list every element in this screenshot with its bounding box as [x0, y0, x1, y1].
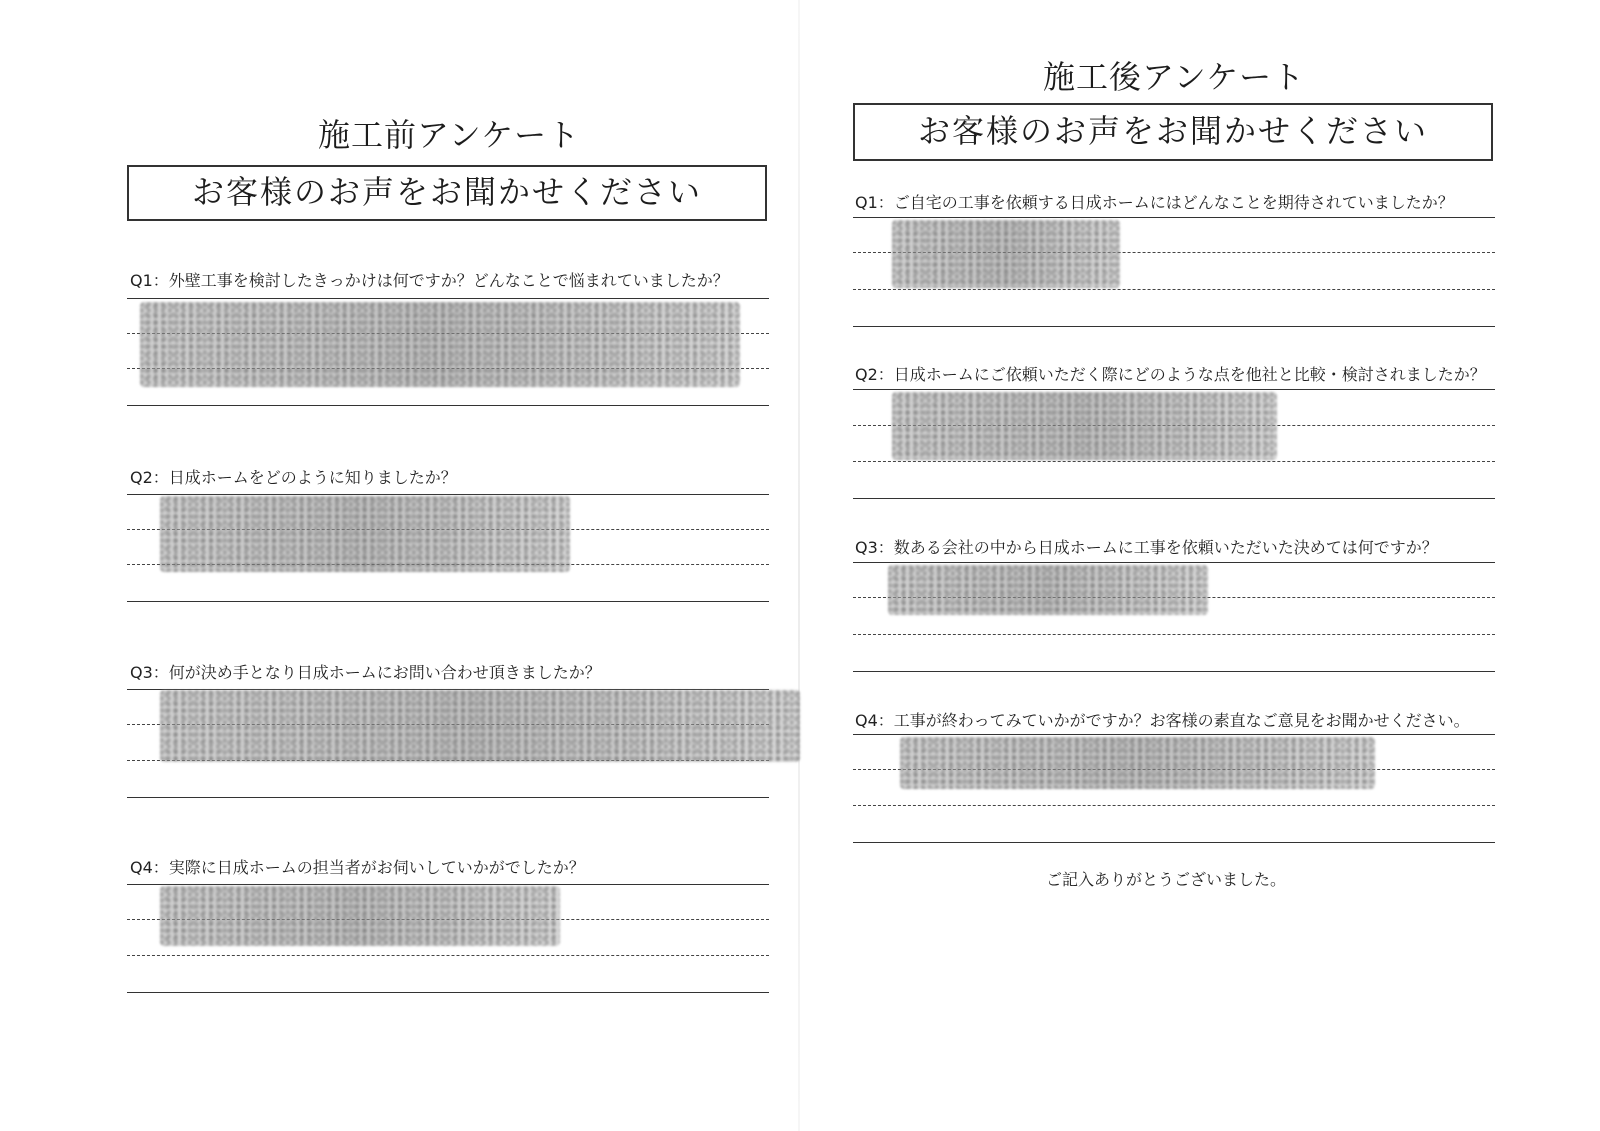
after-q3-redacted-answer [888, 565, 1208, 615]
after-q2-redacted-answer [892, 392, 1277, 460]
after-question-4: Q4：工事が終わってみていかがですか？お客様の素直なご意見をお聞かせください。 [855, 711, 1470, 730]
after-q4-redacted-answer [900, 737, 1375, 789]
after-q4-top-line [853, 734, 1495, 735]
before-q1-top-line [127, 298, 769, 299]
after-survey-banner: お客様のお声をお聞かせください [853, 103, 1493, 161]
after-question-3: Q3：数ある会社の中から日成ホームに工事を依頼いただいた決めては何ですか？ [855, 538, 1438, 557]
before-q2-redacted-answer [160, 496, 570, 572]
after-survey-sheet [800, 0, 1600, 1131]
before-q3-redacted-answer [160, 690, 800, 762]
before-q4-answer-line-2 [127, 955, 769, 956]
after-q4-answer-line-2 [853, 805, 1495, 806]
after-q3-answer-line-2 [853, 634, 1495, 635]
after-q1-top-line [853, 217, 1495, 218]
before-question-1: Q1：外壁工事を検討したきっかけは何ですか？どんなことで悩まれていましたか？ [130, 271, 729, 290]
before-question-3: Q3：何が決め手となり日成ホームにお問い合わせ頂きましたか？ [130, 663, 601, 682]
before-q2-top-line [127, 494, 769, 495]
before-survey-banner: お客様のお声をお聞かせください [127, 165, 767, 221]
before-survey-title: 施工前アンケート [318, 116, 581, 154]
before-q4-redacted-answer [160, 886, 560, 946]
before-q1-redacted-answer [140, 302, 740, 387]
before-q3-bottom-line [127, 797, 769, 798]
after-question-1: Q1：ご自宅の工事を依頼する日成ホームにはどんなことを期待されていましたか？ [855, 193, 1454, 212]
after-q2-answer-line-2 [853, 461, 1495, 462]
before-q4-bottom-line [127, 992, 769, 993]
after-q3-bottom-line [853, 671, 1495, 672]
after-q2-top-line [853, 389, 1495, 390]
after-question-2: Q2：日成ホームにご依頼いただく際にどのような点を他社と比較・検討されましたか？ [855, 365, 1486, 384]
after-q1-redacted-answer [892, 220, 1120, 288]
before-q1-bottom-line [127, 405, 769, 406]
after-q3-top-line [853, 562, 1495, 563]
before-question-4: Q4：実際に日成ホームの担当者がお伺いしていかがでしたか？ [130, 858, 585, 877]
before-q4-top-line [127, 884, 769, 885]
before-q2-bottom-line [127, 601, 769, 602]
after-q1-bottom-line [853, 326, 1495, 327]
after-survey-thanks: ご記入ありがとうございました。 [1046, 870, 1287, 889]
after-survey-title: 施工後アンケート [1043, 58, 1306, 96]
after-q4-bottom-line [853, 842, 1495, 843]
after-q1-answer-line-2 [853, 289, 1495, 290]
after-q2-bottom-line [853, 498, 1495, 499]
before-question-2: Q2：日成ホームをどのように知りましたか？ [130, 468, 457, 487]
